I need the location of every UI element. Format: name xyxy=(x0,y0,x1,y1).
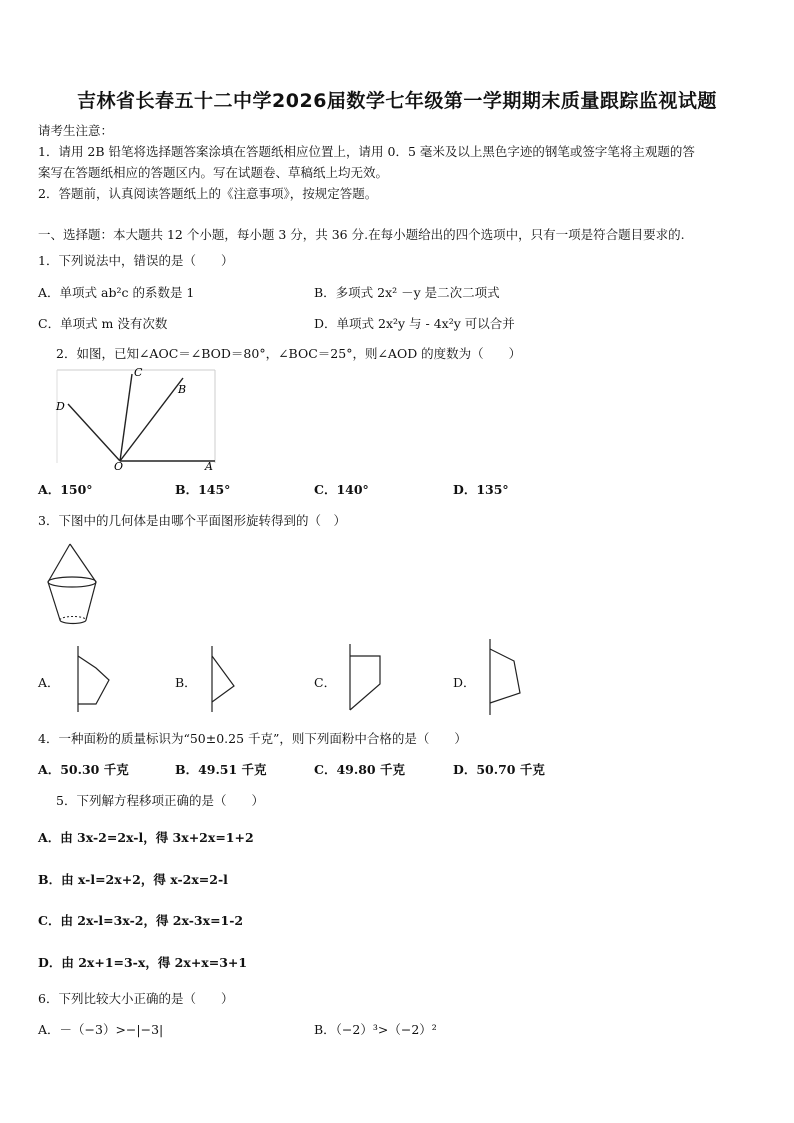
q1-stem: 1．下列说法中，错误的是（ ） xyxy=(38,253,234,268)
q1-option-c: C．单项式 m 没有次数 xyxy=(38,316,168,331)
notice-line-1: 1．请用 2B 铅笔将选择题答案涂填在答题纸相应位置上，请用 0．5 毫米及以上黑色字迹的钢笔或签字笔将主观题的答 xyxy=(38,144,695,159)
page-title: 吉林省长春五十二中学2026届数学七年级第一学期期末质量跟踪监视试题 xyxy=(77,90,717,112)
ray-od xyxy=(68,404,120,461)
q3-option-c: C． xyxy=(314,675,337,690)
q3-shape-d xyxy=(484,637,529,717)
q1-option-a: A．单项式 ab²c 的系数是 1 xyxy=(38,285,195,300)
q3-option-d: D． xyxy=(453,675,476,690)
solid-figure xyxy=(42,540,112,630)
q3-shape-b xyxy=(206,644,246,714)
q5-option-d: D．由 2x+1=3-x，得 2x+x=3+1 xyxy=(38,955,248,970)
label-a: A xyxy=(205,460,213,473)
q4-stem: 4．一种面粉的质量标识为“50±0.25 千克”，则下列面粉中合格的是（ ） xyxy=(38,731,467,746)
q5-option-a: A．由 3x-2=2x-l，得 3x+2x=1+2 xyxy=(38,830,254,845)
notice-line-1b: 案写在答题纸相应的答题区内。写在试题卷、草稿纸上均无效。 xyxy=(38,165,389,180)
section-heading: 一、选择题：本大题共 12 个小题，每小题 3 分，共 36 分.在每小题给出的四个选项中，只有一项是符合题目要求的. xyxy=(38,227,685,242)
q3-shape-a xyxy=(72,644,112,714)
q4-option-c: C．49.80 千克 xyxy=(314,762,405,777)
q1-option-d: D．单项式 2x²y 与 - 4x²y 可以合并 xyxy=(314,316,515,331)
label-c: C xyxy=(134,366,143,379)
q3-option-b: B． xyxy=(175,675,197,690)
q2-option-b: B．145° xyxy=(175,482,231,497)
q3-option-a: A． xyxy=(38,675,60,690)
q2-option-d: D．135° xyxy=(453,482,509,497)
q6-option-a: A．－（−3）>−|−3| xyxy=(38,1022,164,1037)
q5-stem: 5．下列解方程移项正确的是（ ） xyxy=(56,793,264,808)
q3-shape-c xyxy=(344,642,389,712)
q3-stem: 3．下图中的几何体是由哪个平面图形旋转得到的（ ） xyxy=(38,513,346,528)
q6-option-b: B．（−2）³>（−2）² xyxy=(314,1022,437,1037)
notice-line-2: 2．答题前，认真阅读答题纸上的《注意事项》，按规定答题。 xyxy=(38,186,378,201)
q6-stem: 6．下列比较大小正确的是（ ） xyxy=(38,991,234,1006)
label-b: B xyxy=(178,383,187,396)
notice-heading: 请考生注意： xyxy=(38,123,114,138)
label-o: O xyxy=(114,460,124,473)
angle-figure xyxy=(50,362,230,472)
q4-option-d: D．50.70 千克 xyxy=(453,762,545,777)
q2-stem: 2．如图，已知∠AOC＝∠BOD＝80°，∠BOC＝25°，则∠AOD 的度数为（ ） xyxy=(56,346,522,361)
q4-option-b: B．49.51 千克 xyxy=(175,762,267,777)
q1-option-b: B．多项式 2x² －y 是二次二项式 xyxy=(314,285,500,300)
label-d: D xyxy=(56,400,65,413)
q2-option-c: C．140° xyxy=(314,482,369,497)
q5-option-c: C．由 2x-l=3x-2，得 2x-3x=1-2 xyxy=(38,913,244,928)
q5-option-b: B．由 x-l=2x+2，得 x-2x=2-l xyxy=(38,872,228,887)
q2-option-a: A．150° xyxy=(38,482,93,497)
q4-option-a: A．50.30 千克 xyxy=(38,762,129,777)
